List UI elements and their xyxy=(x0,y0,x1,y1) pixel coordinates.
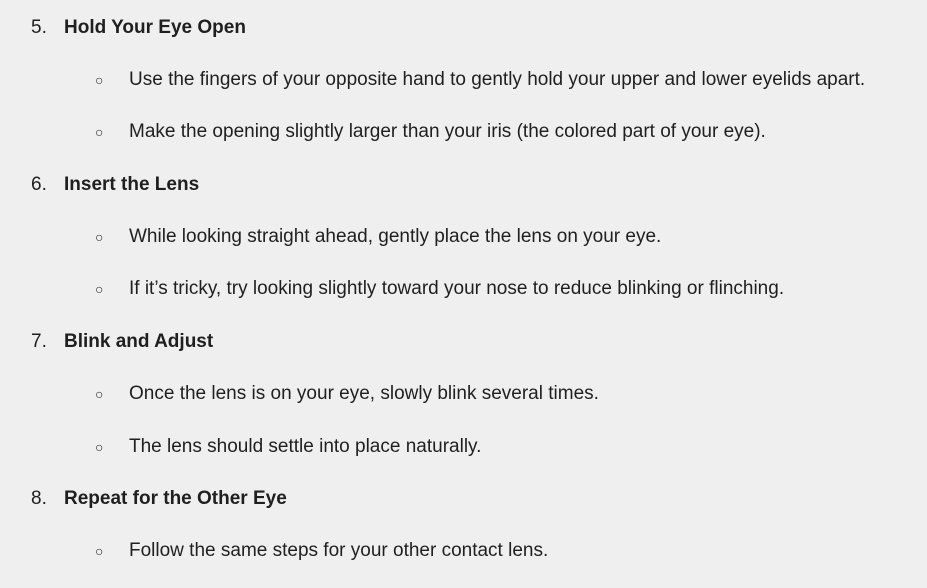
list-item xyxy=(0,224,927,250)
step-6 xyxy=(0,172,927,198)
list-item-text: While looking straight ahead, gently place the lens on your eye. xyxy=(129,226,662,247)
step-number: 8. xyxy=(31,488,47,509)
step-5 xyxy=(0,15,927,41)
step-number: 7. xyxy=(31,331,47,352)
list-item-text: Use the fingers of your opposite hand to gently hold your upper and lower eyelids apart. xyxy=(129,69,866,90)
list-item xyxy=(0,67,927,93)
step-7 xyxy=(0,329,927,355)
step-title: Insert the Lens xyxy=(64,174,200,195)
list-item-text: Once the lens is on your eye, slowly blink several times. xyxy=(129,383,599,404)
step-number: 6. xyxy=(31,174,47,195)
list-item xyxy=(0,381,927,407)
bullet-circle-icon: ○ xyxy=(95,124,104,140)
step-title: Repeat for the Other Eye xyxy=(64,488,287,509)
bullet-circle-icon: ○ xyxy=(95,439,104,455)
bullet-circle-icon: ○ xyxy=(95,543,104,559)
list-item-text: Follow the same steps for your other contact lens. xyxy=(129,540,549,561)
step-8 xyxy=(0,486,927,512)
list-item-text: If it’s tricky, try looking slightly toward your nose to reduce blinking or flinching. xyxy=(129,278,785,299)
step-title: Hold Your Eye Open xyxy=(64,17,246,38)
list-item xyxy=(0,434,927,460)
bullet-circle-icon: ○ xyxy=(95,281,104,297)
step-number: 5. xyxy=(31,17,47,38)
bullet-circle-icon: ○ xyxy=(95,229,104,245)
list-item xyxy=(0,538,927,564)
list-item-text: The lens should settle into place naturally. xyxy=(129,436,482,457)
step-title: Blink and Adjust xyxy=(64,331,214,352)
list-item xyxy=(0,119,927,145)
list-item-text: Make the opening slightly larger than your iris (the colored part of your eye). xyxy=(129,121,766,142)
list-item xyxy=(0,276,927,302)
bullet-circle-icon: ○ xyxy=(95,72,104,88)
bullet-circle-icon: ○ xyxy=(95,386,104,402)
